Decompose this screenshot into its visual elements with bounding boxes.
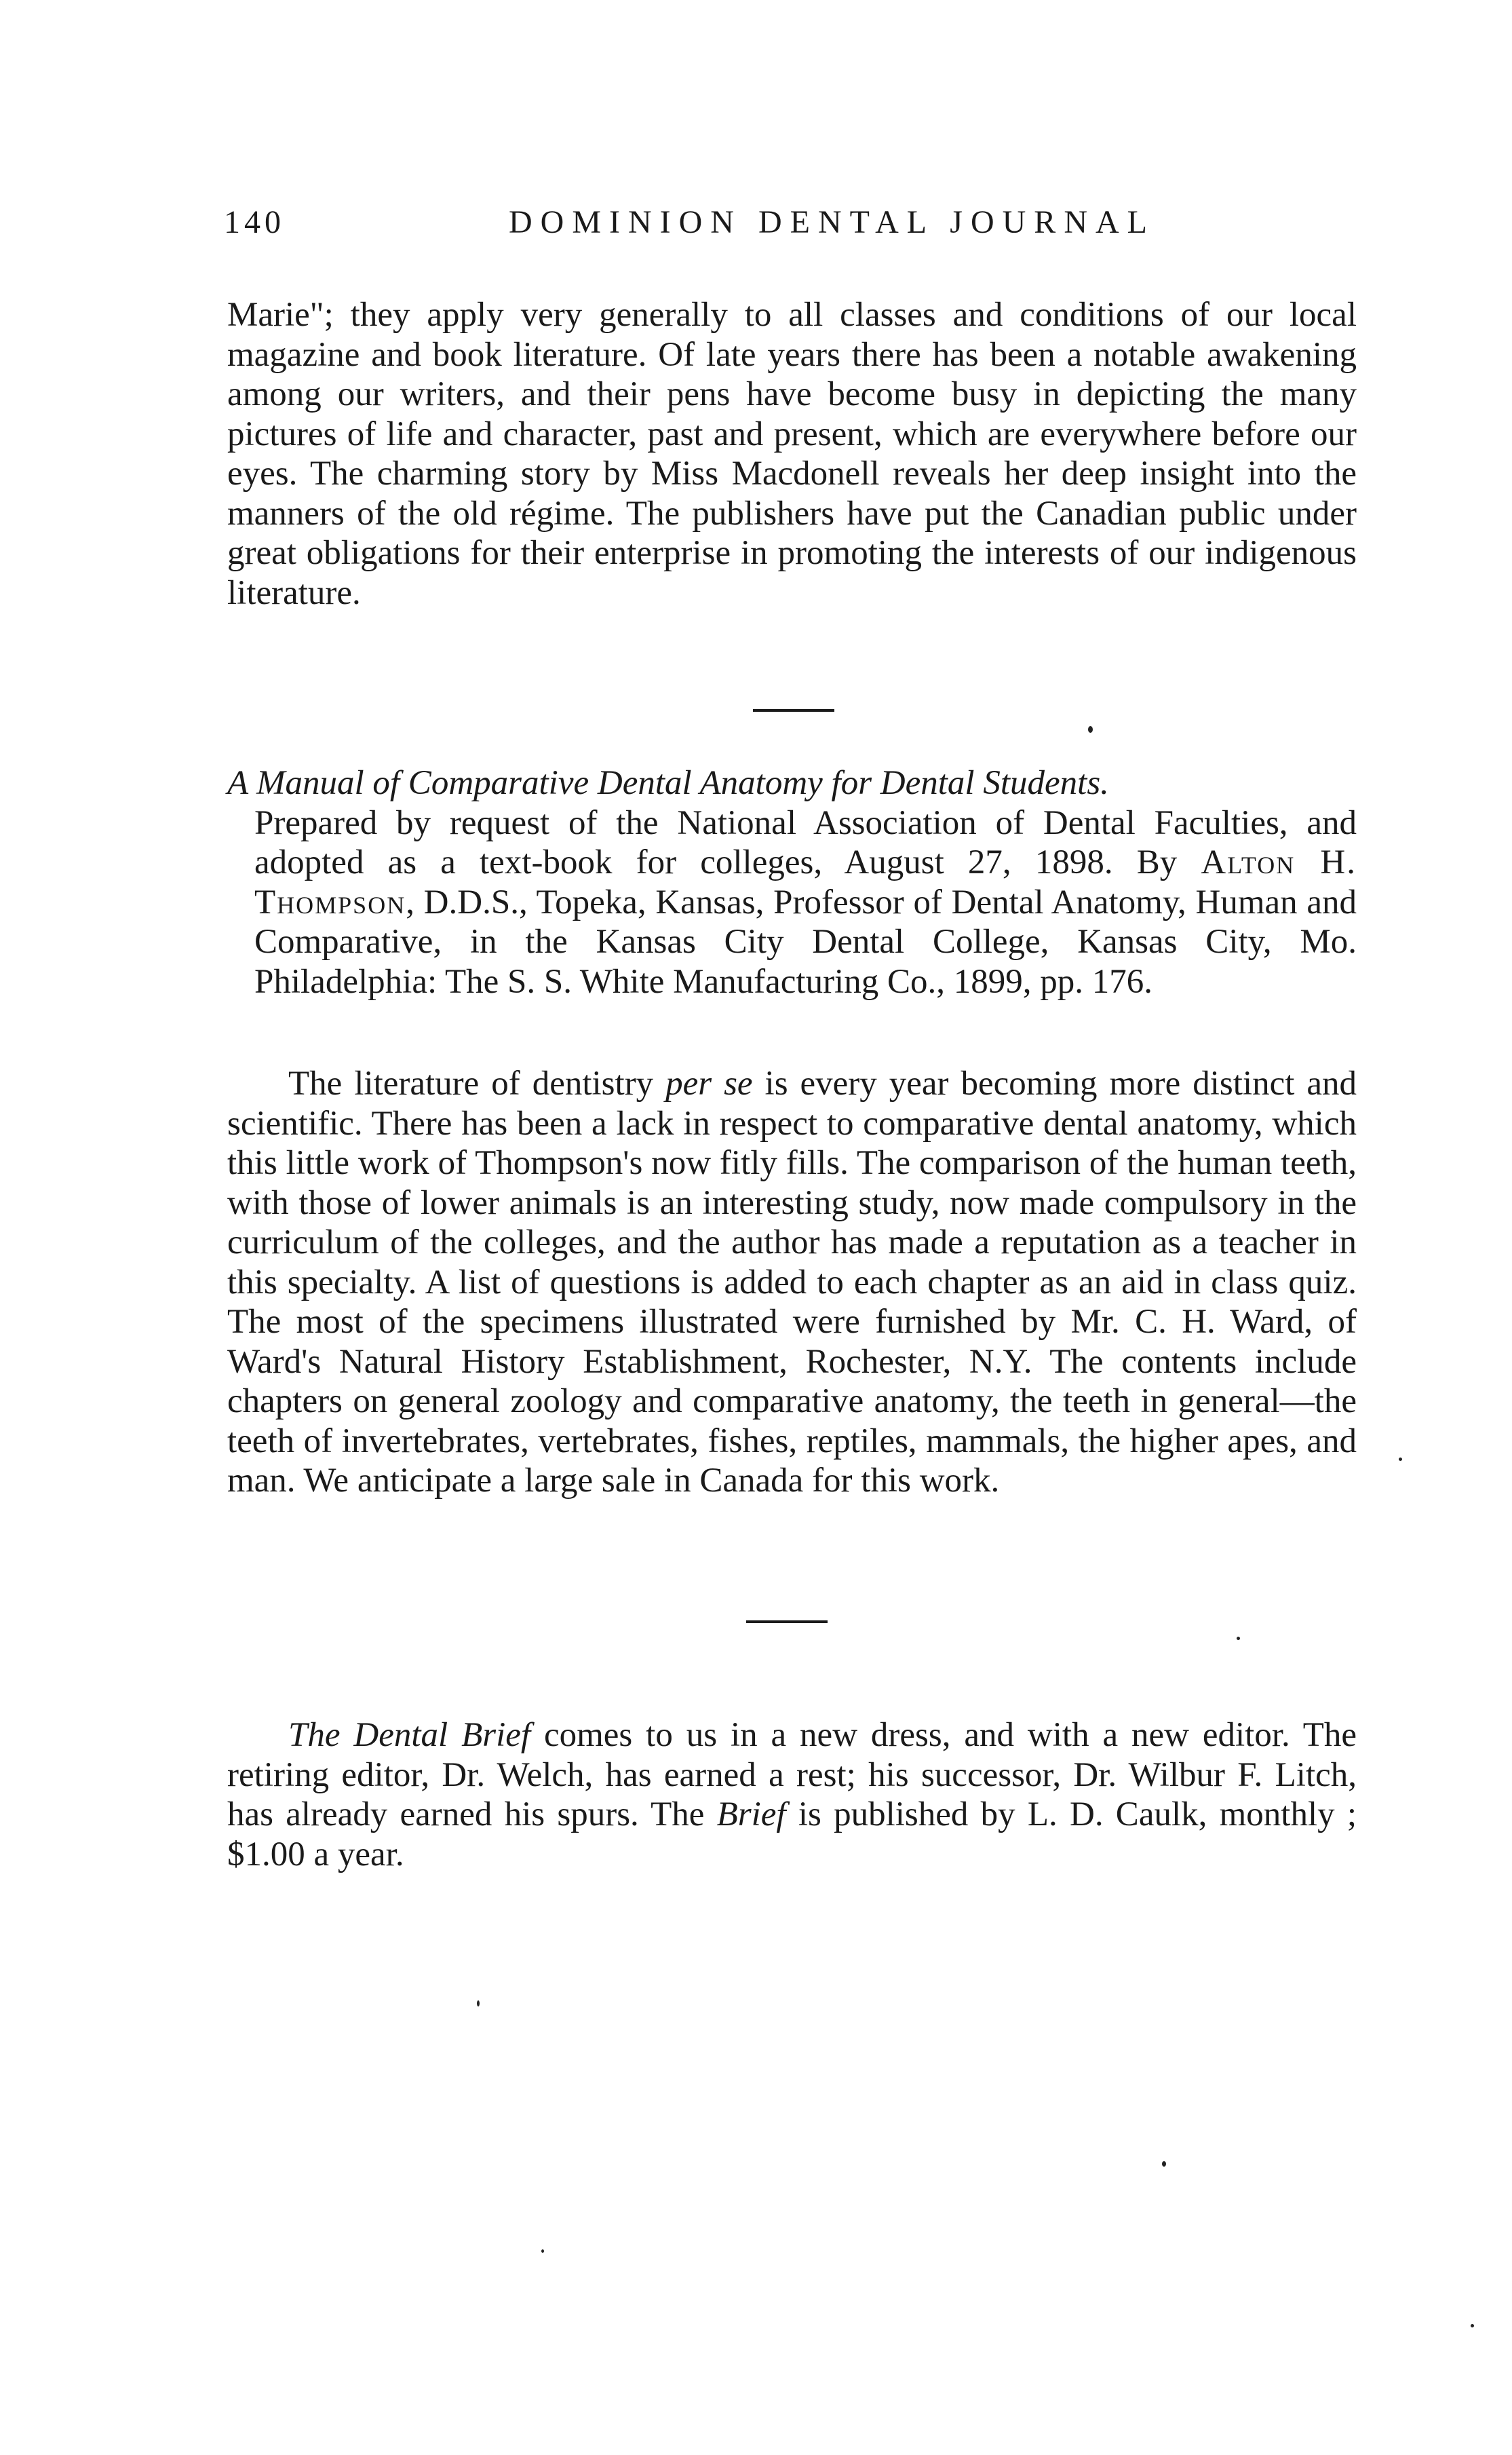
- book-details-text: Prepared by request of the National Association of Dental Faculties, and adopted as a text-book for colleges, August 27, 1898. By: [254, 803, 1357, 881]
- section-divider: [746, 1620, 828, 1623]
- brief-text-2: is published by L. D. Caulk, monthly ; $1.00 a year.: [227, 1795, 1357, 1873]
- book-details: [227, 803, 1357, 1002]
- review-italic-phrase: per se: [665, 1065, 753, 1103]
- paragraph-dental-brief: [227, 1715, 1357, 1874]
- section-divider: [753, 709, 834, 712]
- paragraph-review: [227, 1064, 1357, 1501]
- book-title: A Manual of Comparative Dental Anatomy for Dental Students.: [227, 764, 1109, 802]
- review-text-rest: is every year becoming more distinct and scientific. There has been a lack in respect to comparative dental anatomy, which this little work of Thompson's now fitly fills. The comparison of the human teeth, with those of lower animals is an interesting study, now made compulsory in the curriculum of the colleges, and the author has made a reputation as a teacher in this specialty. A list of questions is added to each chapter as an aid in class quiz. The most of the specimens illustrated were furnished by Mr. C. H. Ward, of Ward's Natural History Establishment, Rochester, N.Y. The contents include chapters on general zoology and comparative anatomy, the teeth in general—the teeth of invertebrates, vertebrates, fishes, reptiles, mammals, the higher apes, and man. We anticipate a large sale in Canada for this work.: [227, 1065, 1357, 1500]
- ink-speck: [1162, 2161, 1166, 2167]
- brief-text-1: comes to us in a new dress, and with a new editor. The retiring editor, Dr. Welch, has earned a rest; his successor, Dr. Wilbur F. Litch, has already earned his spurs. The: [227, 1716, 1357, 1833]
- page-header: [224, 204, 1377, 251]
- book-citation: [227, 763, 1357, 1002]
- periodical-title: The Dental Brief: [288, 1716, 531, 1754]
- ink-speck: [477, 2000, 480, 2006]
- periodical-short-title: Brief: [716, 1795, 786, 1833]
- running-title: DOMINION DENTAL JOURNAL: [509, 204, 1155, 240]
- book-author: Alton H. Thompson: [254, 843, 1357, 921]
- paragraph-macdonell: [227, 295, 1357, 613]
- ink-speck: [541, 2249, 544, 2253]
- ink-speck: [1399, 1458, 1402, 1461]
- book-details-tail: , D.D.S., Topeka, Kansas, Professor of Dental Anatomy, Human and Comparative, in the Kansas City Dental College, Kansas City, Mo. Philadelphia: The S. S. White Manufacturing Co., 1899, pp. 176.: [254, 883, 1357, 1001]
- ink-speck: [1471, 2324, 1474, 2327]
- page-number: 140: [224, 204, 285, 240]
- review-text-start: The literature of dentistry: [288, 1065, 654, 1103]
- ink-speck: [1237, 1637, 1240, 1640]
- paragraph-text: Marie"; they apply very generally to all classes and conditions of our local magazine and book literature. Of late years there has been a notable awakening among our writers, and their pens have become busy in depicting the many pictures of life and character, past and present, which are everywhere before our eyes. The charming story by Miss Macdonell reveals her deep insight into the manners of the old régime. The publishers have put the Canadian public under great obligations for their enterprise in promoting the interests of our indigenous literature.: [227, 296, 1357, 612]
- ink-speck: [1088, 726, 1093, 733]
